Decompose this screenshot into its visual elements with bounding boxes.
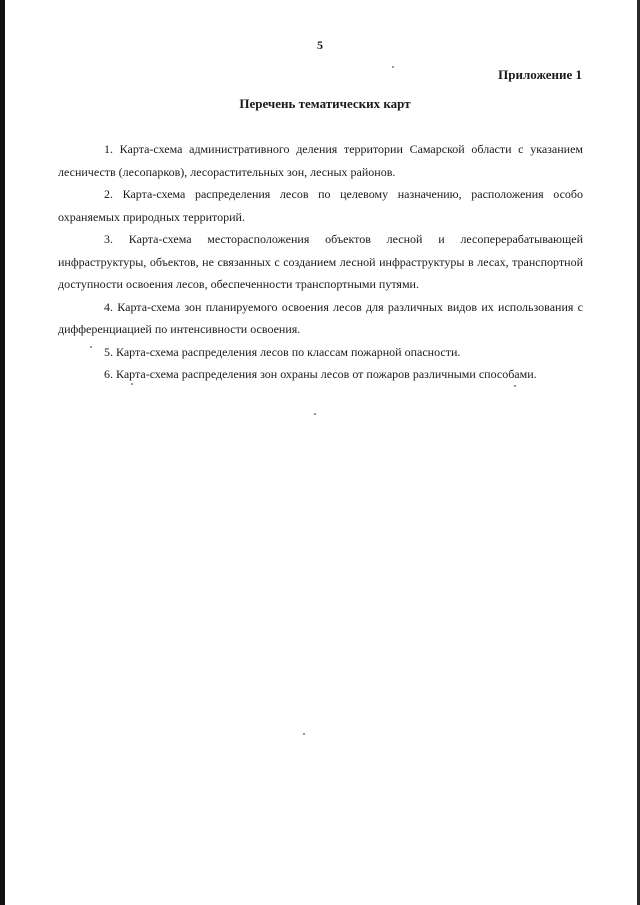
appendix-label: Приложение 1: [498, 67, 582, 82]
scan-speck: [303, 733, 305, 735]
scan-speck: [514, 385, 516, 387]
list-item: 3. Карта-схема месторасположения объектов лесной и лесоперерабатывающей инфраструктуры, объектов, не связанных с созданием лесной инфраструктуры в лесах, транспортной доступности освоения лесов, обеспеченности транспортными путями.: [58, 232, 583, 291]
list-item: 1. Карта-схема административного деления территории Самарской области с указанием лесничеств (лесопарков), лесорастительных зон, лесных районов.: [58, 142, 583, 179]
scan-border-left: [0, 0, 5, 905]
document-title: Перечень тематических карт: [239, 96, 411, 111]
list-item: 5. Карта-схема распределения лесов по классам пожарной опасности.: [104, 344, 461, 359]
page-number: 5: [317, 38, 323, 52]
list-item: 4. Карта-схема зон планируемого освоения лесов для различных видов их использования с дифференциацией по интенсивности освоения.: [58, 299, 583, 336]
scan-speck: [131, 383, 133, 385]
scan-speck: [392, 66, 394, 68]
list-item: 2. Карта-схема распределения лесов по целевому назначению, расположения особо охраняемых природных территорий.: [58, 187, 583, 224]
scan-speck: [90, 346, 92, 348]
thematic-maps-list: [58, 138, 583, 386]
list-item: 6. Карта-схема распределения зон охраны лесов от пожаров различными способами.: [104, 367, 537, 381]
scan-speck: [314, 413, 316, 415]
